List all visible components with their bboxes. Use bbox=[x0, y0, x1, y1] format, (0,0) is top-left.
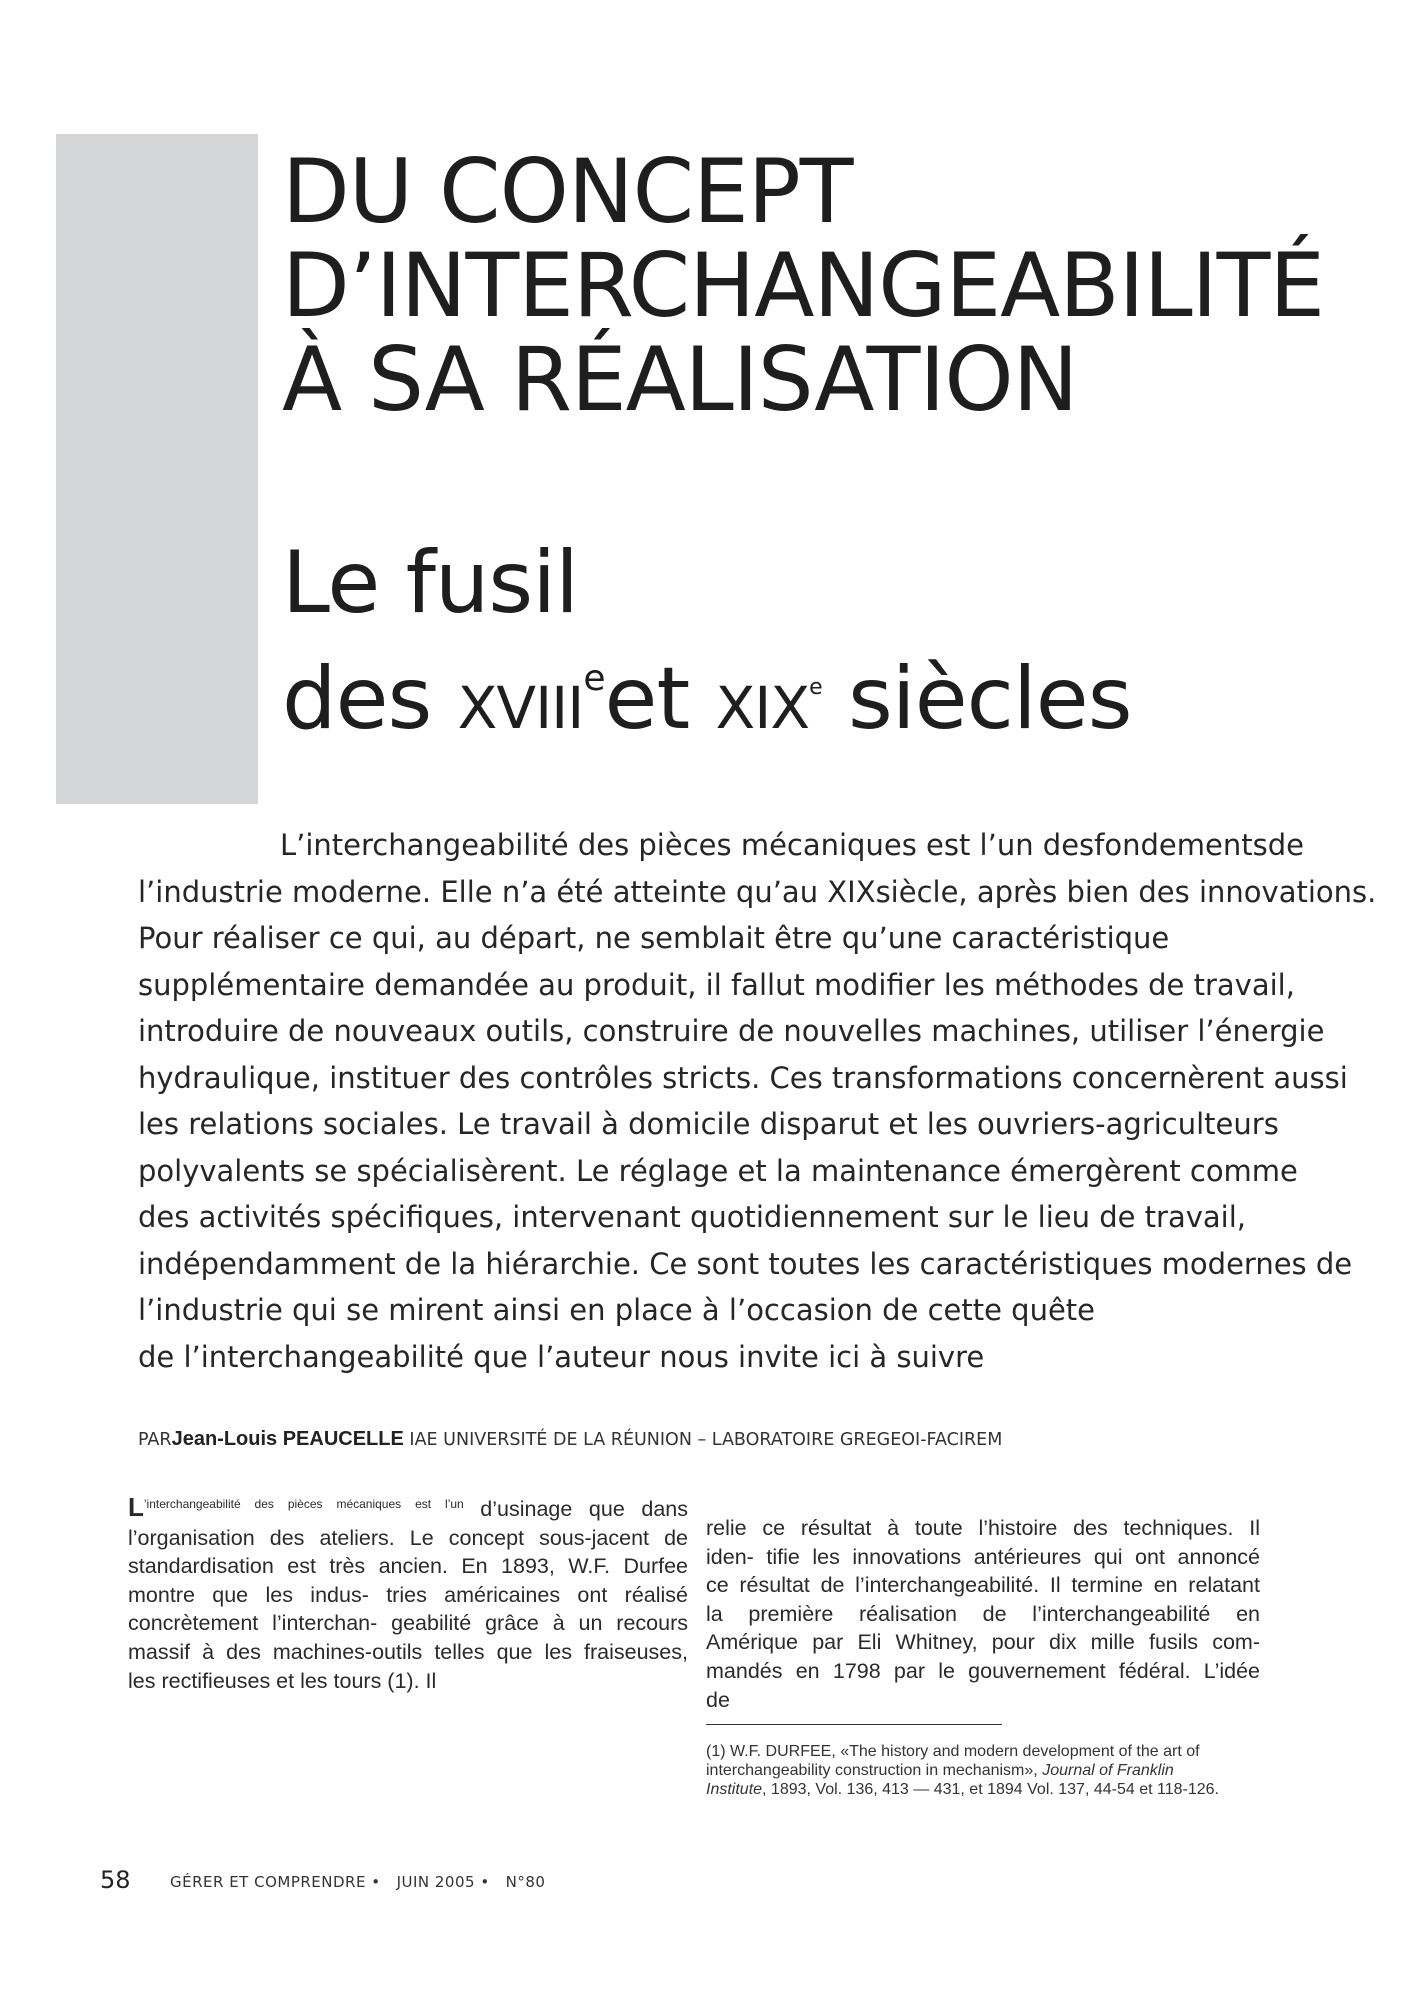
body-line: iden- tifie les innovations antérieures qui ont annoncé bbox=[706, 1544, 1260, 1569]
abstract-line: les relations sociales. Le travail à domicile disparut et les ouvriers-agriculteurs bbox=[138, 1107, 1279, 1141]
author-affiliation: IAE UNIVERSITÉ DE LA RÉUNION – LABORATOIRE GREGEOI-FACIREM bbox=[409, 1430, 1003, 1450]
footnote-line-2 bbox=[706, 1761, 1266, 1780]
abstract-line: de l’interchangeabilité que l’auteur nous invite ici à suivre bbox=[138, 1339, 985, 1374]
century-19-sup: e bbox=[809, 675, 822, 700]
body-first-line bbox=[128, 1490, 688, 1524]
body-column-left bbox=[128, 1490, 688, 1695]
subtitle-line-1: Le fusil bbox=[282, 533, 579, 633]
body-line: ce résultat de l’interchangeabilité. Il termine en relatant bbox=[706, 1573, 1260, 1598]
body-line: l’organisation des ateliers. Le concept sous-jacent de bbox=[128, 1525, 688, 1550]
article-title bbox=[282, 140, 1402, 431]
footnote-text: interchangeability construction in mechanism», bbox=[706, 1762, 1038, 1779]
body-line: la première réalisation de l’interchangeabilité en bbox=[706, 1601, 1260, 1626]
body-line: les rectifieuses et les tours (1). Il bbox=[128, 1668, 437, 1693]
subtitle-line-2 bbox=[282, 631, 1402, 756]
subtitle-des: des bbox=[282, 649, 432, 749]
subtitle-siecles: siècles bbox=[848, 649, 1132, 749]
abstract-line: l’industrie qui se mirent ainsi en place à l’occasion de cette quête bbox=[138, 1293, 1095, 1327]
article-subtitle bbox=[282, 535, 1402, 756]
abstract-line: Pour réaliser ce qui, au départ, ne semblait être qu’une caractéristique bbox=[138, 921, 1170, 955]
footnote-line-1: (1) W.F. DURFEE, «The history and modern development of the art of bbox=[706, 1743, 1200, 1760]
century-19: XIX bbox=[715, 674, 810, 742]
abstract-line: supplémentaire demandée au produit, il fallut modifier les méthodes de travail, bbox=[138, 967, 1295, 1002]
title-line-2: D’INTERCHANGEABILITÉ bbox=[282, 234, 1324, 337]
byline bbox=[138, 1428, 1388, 1451]
page-number: 58 bbox=[100, 1866, 131, 1894]
title-line-1: DU CONCEPT bbox=[282, 140, 853, 243]
journal-name: Journal of Franklin bbox=[1042, 1762, 1174, 1779]
tiny-text: ’interchangeabilité des pièces mécaniques est l’un bbox=[143, 1497, 464, 1511]
century-18-sup: e bbox=[583, 658, 605, 699]
body-line: relie ce résultat à toute l’histoire des techniques. Il bbox=[706, 1516, 1260, 1540]
footer-journal: GÉRER ET COMPRENDRE • bbox=[170, 1873, 381, 1891]
body-line: massif à des machines-outils telles que les fraiseuses, bbox=[128, 1639, 688, 1664]
century-18: XVIII bbox=[457, 674, 584, 742]
journal-name-cont: Institute bbox=[706, 1781, 763, 1798]
footnote bbox=[706, 1742, 1266, 1799]
subtitle-et: et bbox=[604, 649, 690, 749]
footer-date: JUIN 2005 • bbox=[396, 1873, 490, 1891]
body-line: concrètement l’interchan- geabilité grâce à un recours bbox=[128, 1611, 688, 1636]
running-footer bbox=[170, 1873, 561, 1891]
abstract-line: introduire de nouveaux outils, construire de nouvelles machines, utiliser l’énergie bbox=[138, 1014, 1325, 1048]
abstract bbox=[138, 822, 1414, 1380]
abstract-line: l’industrie moderne. Elle n’a été atteinte qu’au XIXsiècle, après bien des innovations. bbox=[138, 874, 1377, 909]
abstract-line: indépendamment de la hiérarchie. Ce sont toutes les caractéristiques modernes de bbox=[138, 1246, 1353, 1281]
footnote-rule bbox=[706, 1724, 1002, 1725]
abstract-line: des activités spécifiques, intervenant quotidiennement sur le lieu de travail, bbox=[138, 1200, 1247, 1234]
body-line: Amérique par Eli Whitney, pour dix mille fusils com- bbox=[706, 1630, 1260, 1655]
footer-issue: N°80 bbox=[505, 1873, 546, 1891]
body-line: mandés en 1798 par le gouvernement fédéral. L’idée bbox=[706, 1658, 1260, 1683]
abstract-line: L’interchangeabilité des pièces mécaniques est l’un desfondementsde bbox=[280, 828, 1304, 862]
abstract-line: hydraulique, instituer des contrôles stricts. Ces transformations concernèrent aussi bbox=[138, 1060, 1348, 1095]
abstract-line: polyvalents se spécialisèrent. Le réglage et la maintenance émergèrent comme bbox=[138, 1153, 1298, 1188]
author-name: Jean-Louis PEAUCELLE bbox=[171, 1428, 404, 1450]
body-line: de bbox=[706, 1687, 730, 1712]
body-line: montre que les indus- tries américaines ont réalisé bbox=[128, 1582, 688, 1607]
byline-par: PAR bbox=[138, 1430, 172, 1450]
body-column-right bbox=[706, 1514, 1260, 1714]
footnote-text: , 1893, Vol. 136, 413 — 431, et 1894 Vol. 137, 44-54 et 118-126. bbox=[762, 1781, 1219, 1798]
footnote-line-3 bbox=[706, 1780, 1266, 1799]
body-line: standardisation est très ancien. En 1893, W.F. Durfee bbox=[128, 1554, 688, 1579]
title-line-3: À SA RÉALISATION bbox=[282, 328, 1078, 431]
first-line-rest: d’usinage que dans bbox=[480, 1497, 688, 1521]
decorative-gray-block bbox=[56, 134, 258, 804]
drop-cap: L bbox=[128, 1492, 144, 1522]
